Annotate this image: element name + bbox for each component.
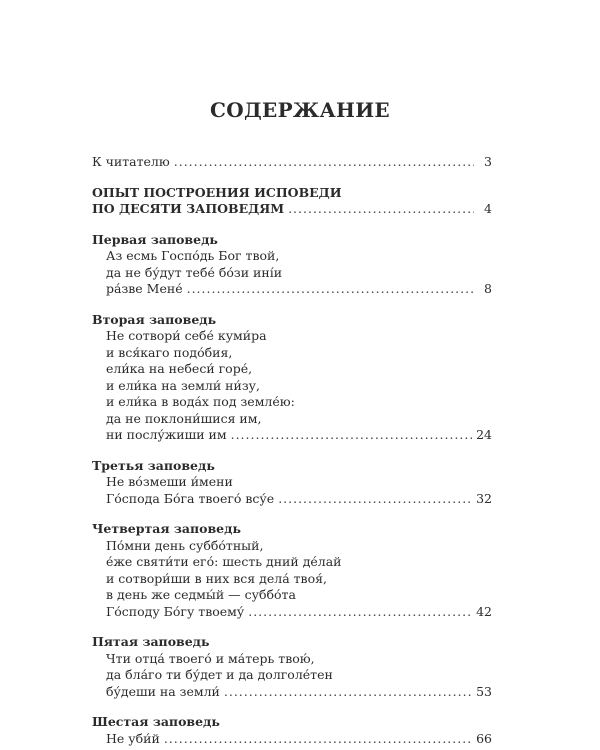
commandment-text-line: и ели́ка в вода́х под земле́ю:: [106, 394, 295, 409]
dot-leader: [224, 684, 472, 701]
dot-leader: [174, 154, 474, 171]
commandment-text-line: Чти отца́ твоего́ и ма́терь твою́,: [106, 650, 315, 666]
toc-entry-commandment[interactable]: [92, 521, 492, 620]
commandment-heading: Пятая заповедь: [92, 634, 210, 649]
commandment-text-line: да не бу́дут тебе́ бо́зи ині́и: [106, 264, 283, 280]
toc-entry-commandment[interactable]: [92, 232, 492, 298]
part-title-line-1: ОПЫТ ПОСТРОЕНИЯ ИСПОВЕДИ: [92, 184, 342, 200]
toc-page-number: 42: [476, 603, 492, 619]
toc-entry-commandment[interactable]: [92, 714, 492, 747]
commandment-heading: Первая заповедь: [92, 231, 218, 247]
commandment-text-line: да не поклони́шися им,: [106, 410, 262, 426]
commandment-text-line: Аз есмь Госпо́дь Бог твой,: [106, 248, 280, 263]
toc-entry-commandment[interactable]: [92, 458, 492, 508]
toc-page-number: 3: [484, 154, 492, 169]
commandment-text-line: ели́ка на небеси́ горе́,: [106, 361, 253, 376]
part-title-line-2: ПО ДЕСЯТИ ЗАПОВЕДЯМ: [92, 201, 285, 216]
commandment-heading: Шестая заповедь: [92, 714, 220, 729]
commandment-text-line: и ели́ка на земли́ ни́зу,: [106, 377, 260, 393]
commandment-text-line: бу́деши на земли́: [106, 683, 220, 699]
commandments-list: [92, 218, 492, 748]
toc-page-number: 24: [476, 427, 492, 442]
commandment-heading: Вторая заповедь: [92, 311, 217, 327]
commandment-text-line: и вся́каго подо́бия,: [106, 344, 233, 360]
commandment-text-line: Не уби́й: [106, 730, 160, 746]
commandment-text-line: Не сотвори́ себе́ куми́ра: [106, 328, 267, 343]
table-of-contents: [92, 154, 492, 747]
commandment-text-line: да бла́го ти бу́дет и да долголе́тен: [106, 667, 333, 682]
dot-leader: [288, 201, 474, 218]
toc-page-number: 66: [476, 730, 492, 746]
commandment-text-line: По́мни день суббо́тный,: [106, 537, 264, 553]
toc-page-number: 4: [484, 201, 492, 216]
commandment-heading: Четвертая заповедь: [92, 521, 241, 536]
dot-leader: [248, 604, 472, 621]
toc-entry-label: К читателю: [92, 154, 170, 169]
commandment-text-line: Го́споду Бо́гу твоему́: [106, 603, 245, 619]
toc-entry-intro[interactable]: [92, 154, 492, 171]
toc-entry-commandment[interactable]: [92, 634, 492, 700]
commandment-heading: Третья заповедь: [92, 457, 215, 473]
toc-page-number: 32: [476, 490, 492, 506]
toc-page-number: 8: [484, 281, 492, 296]
dot-leader: [231, 427, 472, 444]
dot-leader: [164, 731, 472, 748]
toc-entry-part[interactable]: [92, 185, 492, 218]
dot-leader: [187, 281, 474, 298]
commandment-text-line: ра́зве Мене́: [106, 281, 183, 296]
commandment-text-line: ни послу́жиши им: [106, 427, 227, 442]
toc-entry-commandment[interactable]: [92, 312, 492, 444]
dot-leader: [278, 491, 472, 508]
commandment-text-line: Не во́змеши и́мени: [106, 474, 233, 489]
page-title: СОДЕРЖАНИЕ: [210, 98, 390, 122]
toc-page-number: 53: [476, 683, 492, 699]
commandment-text-line: е́же святи́ти его́: шесть дний де́лай: [106, 554, 342, 569]
commandment-text-line: и сотвори́ши в них вся дела́ твоя́,: [106, 570, 327, 586]
commandment-text-line: в день же седмы́й — суббо́та: [106, 587, 296, 602]
commandment-text-line: Го́спода Бо́га твоего́ всу́е: [106, 490, 275, 506]
